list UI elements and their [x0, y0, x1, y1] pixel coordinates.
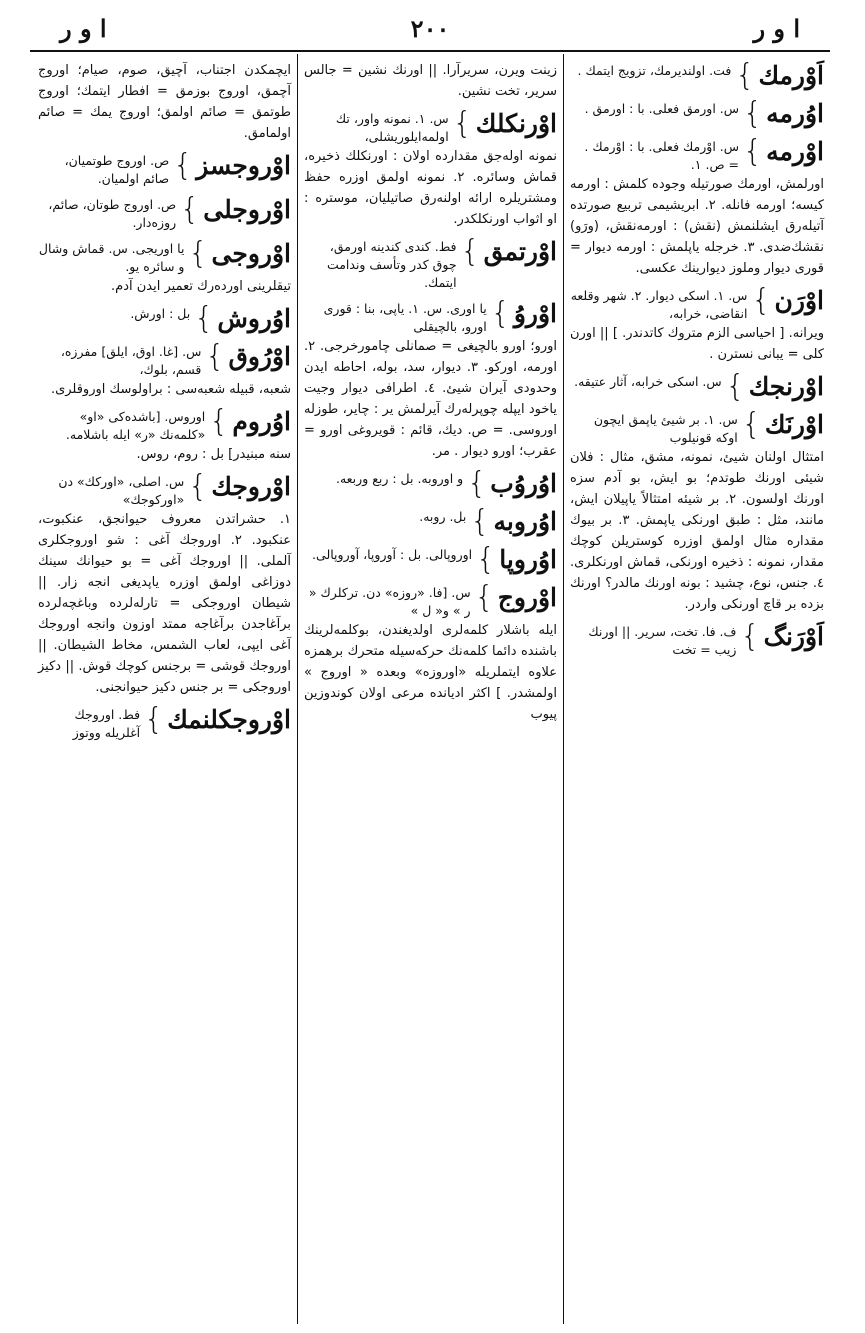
dictionary-entry	[570, 136, 824, 279]
entry-head	[304, 582, 557, 620]
entry-definition: ایله باشلار كلمه‌لری اولدیغندن، بوكلمه‌لرینك باشنده دائما كلمه‌نك حركه‌سیله متحرك برهمزه علاوه ایتملریله «اوروزه» وبعده « اوروج » اولمشدر. ] اكثر ادیانده مرعی اولان كوندوزین پیوب	[304, 623, 557, 722]
continued-text: زینت ویرن، سریرآرا. || اورنك نشین = جالس سریر، تخت نشین.	[304, 63, 557, 99]
entry-head	[570, 98, 824, 130]
entry-brief: ص. اوروج طوتان، صائم، روزه‌دار.	[48, 197, 177, 230]
entry-head	[570, 136, 824, 174]
dictionary-entry	[38, 406, 291, 465]
headword: اوْروُ	[513, 299, 557, 328]
entry-head	[304, 468, 557, 500]
headword: اوْروجلی	[203, 195, 291, 224]
entry-brief: فط. اوروجك آغلریله ووتوز	[72, 707, 141, 740]
entry-head	[570, 621, 824, 659]
dictionary-entry	[38, 194, 291, 232]
dictionary-entry	[304, 506, 557, 538]
entry-head	[304, 544, 557, 576]
brace-glyph: }	[490, 296, 510, 331]
entry-brief: بل. روبه.	[419, 509, 467, 524]
entry-brief: س. [فا. «روزه» دن. تركلرك « ر » و« ل »	[308, 585, 471, 618]
headword: اوْرنجك	[748, 372, 824, 401]
dictionary-entry	[38, 238, 291, 297]
brace-glyph: }	[188, 469, 208, 504]
headword: اوُروپا	[499, 545, 557, 574]
brace-glyph: }	[144, 702, 164, 737]
dictionary-entry	[38, 471, 291, 698]
headword: اوْرَن	[774, 286, 824, 315]
header-left-guide: ا و ر	[753, 13, 800, 43]
brace-glyph: }	[209, 404, 229, 439]
brace-glyph: }	[751, 283, 771, 318]
dictionary-entry	[304, 108, 557, 230]
entry-head	[38, 704, 291, 742]
entry-brief: فت. اولندیرمك، تزویج ایتمك .	[577, 63, 732, 78]
headword: اوُروش	[217, 304, 291, 333]
headword: اوْرنَك	[764, 410, 824, 439]
entry-brief: س. اصلی، «اوركك» دن «اوركوجك»	[58, 474, 185, 507]
dictionary-entry	[38, 303, 291, 335]
headword: اوْروجی	[211, 239, 291, 268]
entry-head	[304, 298, 557, 336]
brace-glyph: }	[741, 407, 761, 442]
entry-head	[38, 303, 291, 335]
dictionary-entry	[570, 60, 824, 92]
headword: اوْروجسز	[196, 151, 291, 180]
headword: اَوْرمك	[758, 61, 824, 90]
brace-glyph: }	[452, 106, 472, 141]
headword: اوُروم	[232, 407, 291, 436]
entry-brief: س. اورمق فعلی. با : اورمق .	[584, 101, 740, 116]
entry-brief: یا اوریجی. س. قماش وشال و سائره یو.	[38, 241, 185, 274]
entry-head	[304, 506, 557, 538]
headword: اوْروج	[497, 583, 557, 612]
brace-glyph: }	[476, 542, 496, 577]
dictionary-entry	[304, 582, 557, 725]
entry-brief: ص. اوروج طوتمیان، صائم اولمیان.	[64, 153, 170, 186]
dictionary-column	[564, 54, 830, 1324]
header-rule	[30, 50, 830, 52]
entry-definition: سنه مبنیدر] بل : روم، روس.	[136, 447, 291, 462]
headword: اوْروجكلنمك	[167, 705, 291, 734]
dictionary-entry	[570, 285, 824, 365]
dictionary-entry	[570, 409, 824, 615]
entry-head	[304, 236, 557, 292]
entry-brief: س. اسكی خرابه، آثار عتیقه.	[574, 374, 722, 389]
dictionary-entry	[304, 468, 557, 500]
entry-definition: نمونه اوله‌جق مقدارده اولان : اورنكلك ذخیره، قماش وسائره. ٢. نمونه اولمق اوزره حفظ ومشتریلره ارائه اولنه‌رق صاتیلیان، موستره : او اثواب اورنكلكدر.	[304, 149, 557, 227]
dictionary-entry	[570, 98, 824, 130]
entry-head	[570, 409, 824, 447]
headword: اوْرُوق	[228, 342, 291, 371]
entry-brief: س. ١. نمونه واور، تك اولمه‌ایلوریشلی،	[335, 111, 449, 144]
entry-brief: فط. كندی كندینه اورمق، چوق كدر وتأسف وندامت ایتمك.	[326, 239, 457, 290]
entry-definition: تیقلرینی اورده‌رك تعمیر ایدن آدم.	[111, 279, 291, 294]
brace-glyph: }	[205, 339, 225, 374]
entry-brief: س. [غا. اوق، ایلق] مفرزه، قسم، بلوك،	[60, 344, 202, 377]
dictionary-entry	[570, 621, 824, 659]
dictionary-entry	[570, 371, 824, 403]
entry-brief: و اوروبه. بل : ربع وربعه.	[335, 471, 464, 486]
entry-definition: امتثال اولنان شیئ، نمونه، مشق، مثال : فلان شیئی اورنك طوتدم؛ بو ایش، بو آدم سزه اورنك اولسون. ٢. بر شیئه امتثالاً یاپیلان ایش، مانند، مثل : طبق اورنكی یاپمش. ٣. بر بیوك مقداره مثال اولمق اوزره كوستریلن كوچك مقدار، نمونه : ذخیره اورنكی، قماش اورنكلری. ٤. جنس، نوع، چشید : بونه اورنك مالدر؟ اورنك بزده بر قاچ اورنكی واردر.	[570, 450, 824, 612]
entry-definition: ١. حشراتدن معروف حیوانجق، عنكبوت، عنكبود. ٢. اوروجك آغی : شو اوروجكلری آلملی. || اوروجك آغی = بو حیوانك سینك دوزاغی اولمق اوزره یاپدیغی انجه زار. || شیطان اوروجكی = تارله‌لرده وباغچه‌لرده برآغاجدن برآغاجه ممتد اوزون وانجه اوروجك آغی ایپی، لعاب الشمس، مخاط الشیطان. || اوروجك قوشی = برجنس كوچك قوش. || دكیز اوروجكی = بر جنس دكیز حیوانجنی.	[38, 512, 291, 695]
entry-head	[304, 108, 557, 146]
dictionary-entry	[304, 298, 557, 462]
continued-text: ایچمكدن اجتناب، آچیق، صوم، صیام؛ اوروج آچمق، اوروج بوزمق = افطار ایتمك؛ اوروج طوتمق = صائم اولمق؛ اوروج یمك = صائم اولمامق.	[38, 63, 291, 141]
entry-head	[38, 406, 291, 444]
brace-glyph: }	[173, 148, 193, 183]
entry-head	[570, 285, 824, 323]
brace-glyph: }	[194, 301, 214, 336]
dictionary-column	[298, 54, 564, 1324]
entry-definition: ویرانه. [ احیاسی الزم متروك كاتدندر. ] || اورن كلی = یبانی نسترن .	[570, 326, 824, 362]
brace-glyph: }	[180, 192, 200, 227]
entry-brief: اوروس. [باشده‌كی «او» «كلمه‌نك «ر» ایله باشلامه.	[65, 409, 206, 442]
brace-glyph: }	[470, 504, 490, 539]
headword: اوُروُب	[490, 469, 557, 498]
entry-brief: اوروپالی. بل : آوروپا، آوروپالی.	[312, 547, 473, 562]
dictionary-entry	[38, 341, 291, 400]
brace-glyph: }	[735, 58, 755, 93]
entry-head	[38, 471, 291, 509]
entry-head	[570, 371, 824, 403]
brace-glyph: }	[467, 466, 487, 501]
dictionary-entry	[304, 544, 557, 576]
entry-brief: س. ١. بر شیئ یاپمق ایچون اوكه قونیلوب	[593, 412, 738, 445]
header-right-guide: ا و ر	[60, 13, 107, 43]
entry-head	[38, 238, 291, 276]
entry-head	[38, 150, 291, 188]
entry-definition: اورو؛ اورو بالچیغی = صمانلی چامورخرجی. ٢. اورمه، اوركو. ٣. دیوار، سد، بوله، احاطه ایدن وحدودی آیران شیئ. ٤. اطرافی دیوار وجیت یاخود ایپله چوپرله‌رك آیرلمش یر : چایر، طوزله اوروسی. = ص. دیك، قائم : قویروغی اورو = عقرب؛ اورو دیوار . مر.	[304, 339, 558, 459]
brace-glyph: }	[474, 580, 494, 615]
page-number: ٢٠٠	[410, 13, 450, 43]
dictionary-entry	[38, 150, 291, 188]
entry-head	[570, 60, 824, 92]
entry-definition: شعبه، قبیله شعبه‌سی : براولوسك اوروقلری.	[50, 382, 291, 397]
headword: اوْرمه	[766, 137, 824, 166]
entry-head	[38, 341, 291, 379]
brace-glyph: }	[740, 619, 760, 654]
headword: اوْروجك	[211, 472, 291, 501]
headword: اوُروبه	[493, 507, 557, 536]
brace-glyph: }	[743, 96, 763, 131]
headword: اوْرنكلك	[475, 109, 557, 138]
dictionary-column	[32, 54, 298, 1324]
headword: اوْرتمق	[483, 237, 557, 266]
dictionary-entry	[38, 704, 291, 742]
brace-glyph: }	[725, 369, 745, 404]
brace-glyph: }	[188, 236, 208, 271]
entry-brief: بل : اورش.	[130, 306, 191, 321]
headword: اوُرمه	[766, 99, 824, 128]
dictionary-entry	[304, 236, 557, 292]
brace-glyph: }	[460, 234, 480, 269]
brace-glyph: }	[743, 134, 763, 169]
page-header	[30, 8, 830, 48]
entry-brief: س. اوْرمك فعلی. با : اوْرمك . = ص. ١.	[584, 139, 740, 172]
entry-definition: اورلمش، اورمك صورتیله وجوده كلمش : اورمه كیسه؛ اورمه فانله. ٢. ابریشیمی تربیع صورتده آتیله‌رق ایشلنمش (نقش) : اورمه‌نقش، (ورَو) نقشك‌ضدی. ٣. خرجله یاپلمش : اورمه دیوار = قوری دیوار وملوز دیوارینك عكسی.	[570, 177, 824, 276]
entry-brief: ف. فا. تخت، سریر. || اورنك زیب = تخت	[588, 624, 737, 657]
entry-brief: س. ١. اسكی دیوار. ٢. شهر وقلعه انقاضی، خرابه،	[570, 288, 748, 321]
headword: اَوْرَنگ	[763, 622, 824, 651]
entry-brief: یا اوری. س. ١. یاپی، بنا : قوری اورو، بالچیقلی	[323, 301, 487, 334]
columns	[30, 54, 830, 1324]
entry-head	[38, 194, 291, 232]
